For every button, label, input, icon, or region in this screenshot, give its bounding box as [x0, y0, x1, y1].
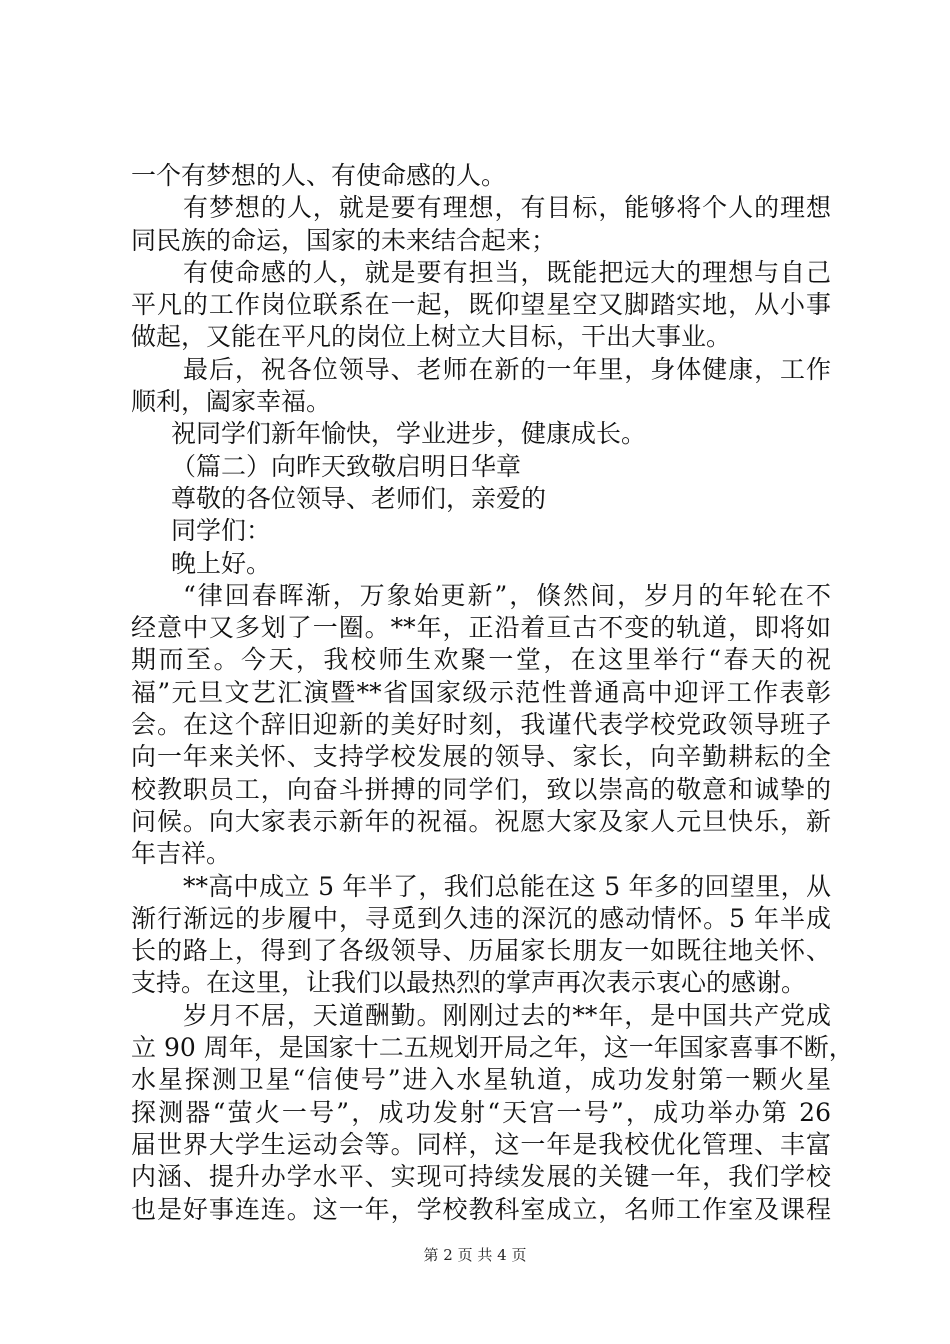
text-line: 内涵、提升办学水平、实现可持续发展的关键一年，我们学校	[131, 1162, 831, 1192]
text-line: 顺利，阖家幸福。	[131, 387, 332, 417]
text-line: 也是好事连连。这一年，学校教科室成立，名师工作室及课程	[131, 1194, 831, 1224]
text-line: 届世界大学生运动会等。同样，这一年是我校优化管理、丰富	[131, 1129, 831, 1159]
text-line: 福”元旦文艺汇演暨**省国家级示范性普通高中迎评工作表彰	[131, 677, 831, 707]
text-line: 立 90 周年，是国家十二五规划开局之年，这一年国家喜事不断，	[131, 1033, 854, 1063]
document-body	[131, 160, 854, 1226]
text-line: 探测器“萤火一号”，成功发射“天宫一号”，成功举办第 26	[131, 1097, 831, 1127]
text-line: 有梦想的人，就是要有理想，有目标，能够将个人的理想	[183, 193, 831, 223]
text-line: 一个有梦想的人、有使命感的人。	[131, 161, 507, 190]
text-line: 平凡的工作岗位联系在一起，既仰望星空又脚踏实地，从小事	[131, 290, 831, 320]
text-line: 问候。向大家表示新年的祝福。祝愿大家及家人元旦快乐，新	[131, 806, 831, 836]
text-line: 做起，又能在平凡的岗位上树立大目标，干出大事业。	[131, 322, 732, 352]
text-line: 最后，祝各位领导、老师在新的一年里，身体健康，工作	[183, 354, 831, 384]
text-line: 同学们：	[171, 516, 272, 546]
text-line: 长的路上，得到了各级领导、历届家长朋友一如既往地关怀、	[131, 936, 831, 966]
text-line: 水星探测卫星“信使号”进入水星轨道，成功发射第一颗火星	[131, 1065, 831, 1095]
text-line: 同民族的命运，国家的未来结合起来；	[131, 225, 557, 255]
text-line: 经意中又多划了一圈。**年，正沿着亘古不变的轨道，即将如	[131, 613, 831, 643]
text-line: 向一年来关怀、支持学校发展的领导、家长，向辛勤耕耘的全	[131, 742, 831, 772]
text-line: 渐行渐远的步履中，寻觅到久违的深沉的感动情怀。5 年半成	[131, 903, 831, 933]
text-line: **高中成立 5 年半了，我们总能在这 5 年多的回望里，从	[183, 871, 831, 901]
text-line: 尊敬的各位领导、老师们，亲爱的	[171, 483, 547, 513]
text-line: 校教职员工，向奋斗拼搏的同学们，致以崇高的敬意和诚挚的	[131, 774, 831, 804]
text-line: “律回春晖渐，万象始更新”，倏然间，岁月的年轮在不	[183, 580, 831, 610]
text-line: 会。在这个辞旧迎新的美好时刻，我谨代表学校党政领导班子	[131, 710, 831, 740]
text-line: 岁月不居，天道酬勤。刚刚过去的**年，是中国共产党成	[183, 1000, 831, 1030]
text-line: 支持。在这里，让我们以最热烈的掌声再次表示衷心的感谢。	[131, 968, 807, 998]
text-line: 年吉祥。	[131, 839, 232, 869]
text-line: 祝同学们新年愉快，学业进步，健康成长。	[171, 419, 647, 449]
page-number-footer: 第 2 页 共 4 页	[423, 1246, 527, 1264]
text-line: 有使命感的人，就是要有担当，既能把远大的理想与自己	[183, 257, 831, 287]
text-line: 晚上好。	[171, 548, 272, 578]
section-heading: （篇二）向昨天致敬启明日华章	[171, 451, 522, 481]
text-line: 期而至。今天，我校师生欢聚一堂，在这里举行“春天的祝	[131, 645, 831, 675]
